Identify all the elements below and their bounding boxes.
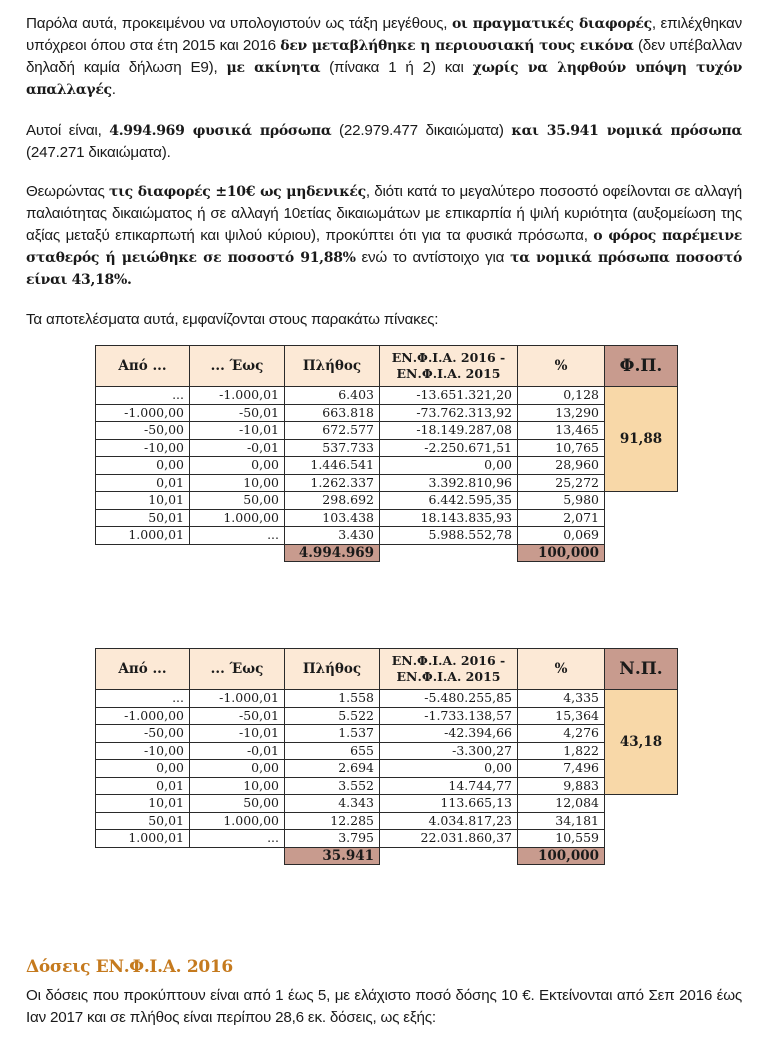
cell-count: 537.733 [285,439,380,457]
cell-from: 10,01 [96,795,190,813]
table-natural-persons [95,345,678,562]
table-row [96,742,678,760]
table-row [96,387,678,405]
cell-difference: 4.034.817,23 [380,812,518,830]
cell-count: 1.558 [285,690,380,708]
text: (22.979.477 δικαιώματα) [331,122,512,139]
text: Θεωρώντας [26,183,109,200]
cell-from: 50,01 [96,812,190,830]
table-row [96,795,678,813]
cell-count: 3.795 [285,830,380,848]
cell-difference: -3.300,27 [380,742,518,760]
paragraph-methodology [26,13,742,101]
cell-difference: 18.143.835,93 [380,509,518,527]
cell-count: 5.522 [285,707,380,725]
cell-percent: 15,364 [518,707,605,725]
header-group-fp: Φ.Π. [605,346,678,387]
cell-to: -0,01 [190,439,285,457]
table-row [96,760,678,778]
empty-cell [605,527,678,545]
table-row [96,812,678,830]
cell-percent: 34,181 [518,812,605,830]
text: (δεν υπέβαλλαν δηλαδή καμία δήλωση Ε9), [26,37,742,76]
cell-from: 1.000,01 [96,527,190,545]
cell-to: 0,00 [190,457,285,475]
empty-cell [605,847,678,865]
cell-from: 0,00 [96,760,190,778]
table-header-row [96,649,678,690]
table-total-row [96,847,678,865]
bold-text: με ακίνητα [226,60,321,76]
text: Παρόλα αυτά, προκειμένου να υπολογιστούν ως τάξη μεγέθους, [26,15,452,32]
cell-percent: 2,071 [518,509,605,527]
empty-cell [605,509,678,527]
bold-text: οι πραγματικές διαφορές [452,16,652,32]
header-line: ΕΝ.Φ.Ι.Α. 2016 - [391,653,506,668]
table-row [96,725,678,743]
cell-count: 1.262.337 [285,474,380,492]
cell-difference: 22.031.860,37 [380,830,518,848]
merged-share-cell: 43,18 [605,690,678,795]
empty-cell [605,544,678,562]
header-line: ΕΝ.Φ.Ι.Α. 2015 [396,366,501,381]
empty-cell [605,830,678,848]
cell-to: -1.000,01 [190,690,285,708]
cell-percent: 1,822 [518,742,605,760]
cell-percent: 25,272 [518,474,605,492]
cell-difference: 5.988.552,78 [380,527,518,545]
cell-count: 1.446.541 [285,457,380,475]
header-percent: % [518,346,605,387]
merged-share-cell: 91,88 [605,387,678,492]
cell-to: 1.000,00 [190,509,285,527]
text: Αυτοί είναι, [26,122,110,139]
table-header-row [96,346,678,387]
text: ενώ το αντίστοιχο για [355,249,511,266]
cell-count: 6.403 [285,387,380,405]
cell-count: 4.343 [285,795,380,813]
cell-to: 0,00 [190,760,285,778]
cell-percent: 0,128 [518,387,605,405]
table-total-row [96,544,678,562]
cell-to: ... [190,830,285,848]
table-row [96,527,678,545]
table-legal-entities [95,648,678,865]
cell-from: -10,00 [96,742,190,760]
header-group-np: Ν.Π. [605,649,678,690]
section-heading: Δόσεις ΕΝ.Φ.Ι.Α. 2016 [26,957,233,977]
cell-from: -1.000,00 [96,404,190,422]
header-count: Πλήθος [285,649,380,690]
cell-percent: 10,765 [518,439,605,457]
cell-count: 298.692 [285,492,380,510]
text: (247.271 δικαιώματα). [26,144,171,161]
table-row [96,509,678,527]
header-to: ... Έως [190,346,285,387]
empty-cell [190,544,285,562]
cell-to: -1.000,01 [190,387,285,405]
total-count: 4.994.969 [285,544,380,562]
cell-to: -50,01 [190,404,285,422]
bold-text: και 35.941 νομικά πρόσωπα [511,123,742,139]
bold-text: ο φόρος παρέμεινε σταθερός ή μειώθηκε σε ποσοστό 91,88% [26,228,742,266]
table-row [96,474,678,492]
cell-to: 10,00 [190,474,285,492]
table-row [96,404,678,422]
table-row [96,439,678,457]
empty-cell [96,544,190,562]
cell-to: -0,01 [190,742,285,760]
bold-text: 4.994.969 φυσικά πρόσωπα [109,123,332,139]
cell-percent: 4,335 [518,690,605,708]
cell-percent: 0,069 [518,527,605,545]
cell-difference: -42.394,66 [380,725,518,743]
total-percent: 100,000 [518,544,605,562]
cell-to: 50,00 [190,492,285,510]
table-row [96,422,678,440]
text: . [111,81,116,98]
cell-to: 1.000,00 [190,812,285,830]
total-percent: 100,000 [518,847,605,865]
header-difference [380,649,518,690]
cell-from: 10,01 [96,492,190,510]
header-percent: % [518,649,605,690]
cell-percent: 13,290 [518,404,605,422]
cell-difference: -1.733.138,57 [380,707,518,725]
cell-percent: 7,496 [518,760,605,778]
cell-from: -50,00 [96,725,190,743]
cell-to: -10,01 [190,422,285,440]
header-count: Πλήθος [285,346,380,387]
cell-percent: 5,980 [518,492,605,510]
paragraph-counts [26,120,742,164]
bold-text: χωρίς να ληφθούν υπόψη τυχόν απαλλαγές [26,60,742,98]
cell-from: -50,00 [96,422,190,440]
cell-difference: -18.149.287,08 [380,422,518,440]
cell-difference: 0,00 [380,457,518,475]
total-count: 35.941 [285,847,380,865]
cell-from: -10,00 [96,439,190,457]
bold-text: δεν μεταβλήθηκε η περιουσιακή τους εικόνα [280,38,634,54]
cell-difference: -73.762.313,92 [380,404,518,422]
cell-difference: 113.665,13 [380,795,518,813]
empty-cell [380,847,518,865]
empty-cell [380,544,518,562]
header-difference [380,346,518,387]
empty-cell [96,847,190,865]
cell-from: ... [96,690,190,708]
cell-difference: 0,00 [380,760,518,778]
text: , επιλέχθηκαν υπόχρεοι όπου στα έτη 2015 και 2016 [26,15,742,54]
cell-to: -10,01 [190,725,285,743]
header-line: ΕΝ.Φ.Ι.Α. 2016 - [391,350,506,365]
cell-difference: 14.744,77 [380,777,518,795]
paragraph-tables-intro: Τα αποτελέσματα αυτά, εμφανίζονται στους παρακάτω πίνακες: [26,311,439,328]
bold-text: τα νομικά πρόσωπα ποσοστό είναι 43,18%. [26,250,743,288]
cell-count: 2.694 [285,760,380,778]
cell-difference: 6.442.595,35 [380,492,518,510]
cell-count: 672.577 [285,422,380,440]
paragraph-installments: Οι δόσεις που προκύπτουν είναι από 1 έως 5, με ελάχιστο ποσό δόσης 10 €. Εκτείνονται από Σεπ 2016 έως Ιαν 2017 και σε πλήθος είναι περίπου 28,6 εκ. δόσεις, ως εξής: [26,987,742,1026]
cell-count: 3.430 [285,527,380,545]
empty-cell [605,795,678,813]
cell-to: -50,01 [190,707,285,725]
table-row [96,457,678,475]
text: , διότι κατά το μεγαλύτερο ποσοστό οφείλονται σε αλλαγή παλαιότητας δικαιώματος ή σε αλλαγή 10ετίας δικαιωμάτων με επικαρπία ή ψιλή κυριότητα (αυξομείωση της αξίας μεταξύ επικαρπωτή και ψιλού κύριου), προκύπτει ότι για τα φυσικά πρόσωπα, [26,183,742,244]
header-to: ... Έως [190,649,285,690]
cell-from: -1.000,00 [96,707,190,725]
cell-difference: -13.651.321,20 [380,387,518,405]
cell-percent: 12,084 [518,795,605,813]
table-row [96,492,678,510]
cell-count: 1.537 [285,725,380,743]
empty-cell [605,492,678,510]
table-row [96,830,678,848]
cell-count: 12.285 [285,812,380,830]
cell-count: 103.438 [285,509,380,527]
cell-count: 655 [285,742,380,760]
cell-from: 0,00 [96,457,190,475]
header-from: Από ... [96,346,190,387]
cell-from: 50,01 [96,509,190,527]
cell-difference: -5.480.255,85 [380,690,518,708]
header-from: Από ... [96,649,190,690]
table-row [96,777,678,795]
paragraph-conclusion [26,181,742,291]
table-row [96,707,678,725]
cell-from: 0,01 [96,777,190,795]
cell-percent: 10,559 [518,830,605,848]
empty-cell [190,847,285,865]
cell-count: 3.552 [285,777,380,795]
cell-percent: 9,883 [518,777,605,795]
cell-to: 50,00 [190,795,285,813]
cell-difference: -2.250.671,51 [380,439,518,457]
cell-percent: 4,276 [518,725,605,743]
cell-from: 0,01 [96,474,190,492]
table-row [96,690,678,708]
cell-percent: 28,960 [518,457,605,475]
text: (πίνακα 1 ή 2) και [320,59,473,76]
cell-percent: 13,465 [518,422,605,440]
cell-count: 663.818 [285,404,380,422]
cell-to: 10,00 [190,777,285,795]
cell-from: 1.000,01 [96,830,190,848]
header-line: ΕΝ.Φ.Ι.Α. 2015 [396,669,501,684]
empty-cell [605,812,678,830]
bold-text: τις διαφορές ±10€ ως μηδενικές [108,184,366,200]
cell-to: ... [190,527,285,545]
cell-from: ... [96,387,190,405]
cell-difference: 3.392.810,96 [380,474,518,492]
